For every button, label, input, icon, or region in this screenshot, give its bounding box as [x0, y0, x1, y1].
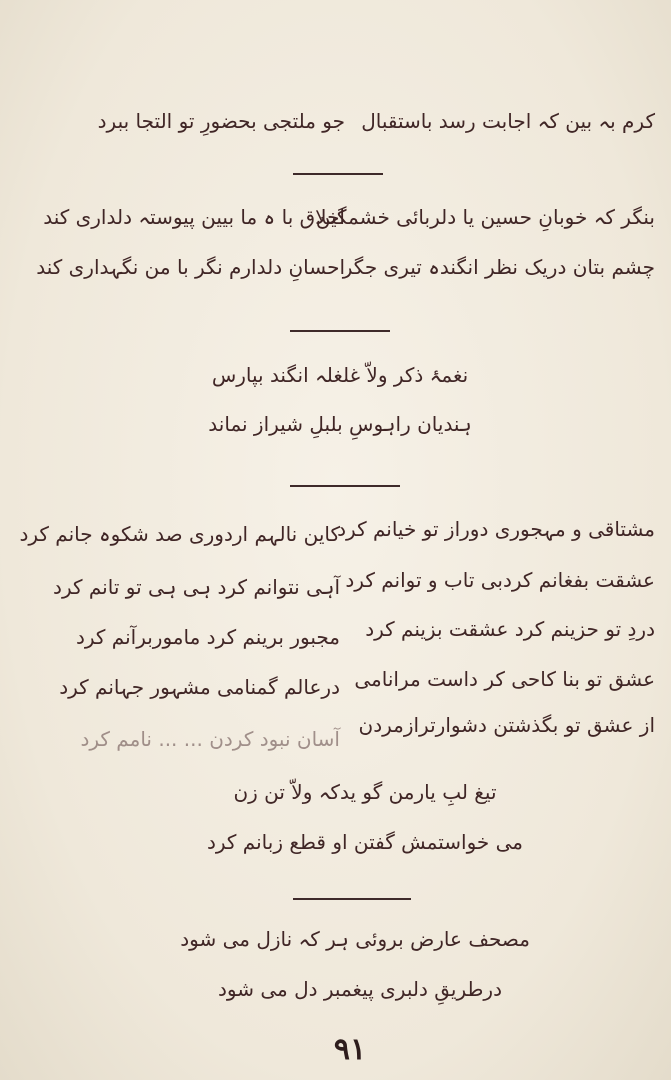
ghazal-closing-line-1: تیغ لبِ یارمن گو یدکہ ولاّ تن زن — [233, 780, 497, 804]
section-divider — [293, 173, 383, 175]
ghazal-row-2-left: آہی نتوانم کرد ہی ہی تو تانم کرد — [53, 575, 340, 599]
closing-couplet-line-2: درطریقِ دلبری پیغمبر دل می شود — [218, 977, 502, 1001]
ghazal-closing-line-2: می خواستمش گفتن او قطع زبانم کرد — [206, 830, 523, 854]
ghazal-row-3-right: دردِ تو حزینم کرد عشقت بزینم کرد — [365, 617, 655, 641]
ghazal-row-5-left: آسان نبود کردن ... ... نامم کرد — [80, 727, 340, 751]
ghazal-row-5-right: از عشق تو بگذشتن دشوارترازمردن — [358, 713, 655, 737]
section-divider — [290, 485, 400, 487]
verse-3-first-hemistich: چشم بتان دریک نظر انگندہ تیری جگر — [342, 255, 655, 279]
couplet-line-1: نغمۂ ذکر ولاّ غلغلہ انگند بپارس — [211, 363, 469, 387]
couplet-line-2: ہندیان راہوسِ بلبلِ شیراز نماند — [208, 412, 472, 436]
page-number: ۹۱ — [333, 1032, 367, 1067]
closing-couplet-line-1: مصحف عارض بروئی ہر کہ نازل می شود — [180, 927, 530, 951]
verse-1-first-hemistich: کرم بہ بین کہ اجابت رسد باستقبال — [361, 109, 655, 133]
verse-1-second-hemistich: جو ملتجی بحضورِ تو التجا ببرد — [97, 109, 345, 133]
ghazal-row-1-right: مشتاقی و مہجوری دوراز تو خیانم کرد — [337, 517, 655, 541]
section-divider — [293, 898, 411, 900]
verse-3-second-hemistich: احسانِ دلدارم نگر با من نگہداری کند — [36, 255, 345, 279]
ghazal-row-3-left: مجبور برینم کرد ماموربرآنم کرد — [75, 625, 340, 649]
verse-2-first-hemistich: بنگر کہ خوبانِ حسین یا دلربائی خشمگین — [315, 205, 655, 229]
section-divider — [290, 330, 390, 332]
ghazal-row-4-left: درعالم گمنامی مشہور جہانم کرد — [59, 675, 340, 699]
ghazal-row-1-left: کاین نالہم اردوری صد شکوہ جانم کرد — [19, 522, 340, 546]
verse-2-second-hemistich: اخلاق با ہ ما بیین پیوستہ دلداری کند — [43, 205, 345, 229]
ghazal-row-4-right: عشق تو بنا کاحی کر داست مرانامی — [354, 667, 655, 691]
ghazal-row-2-right: عشقت بفغانم کردبی تاب و توانم کرد — [345, 568, 655, 592]
